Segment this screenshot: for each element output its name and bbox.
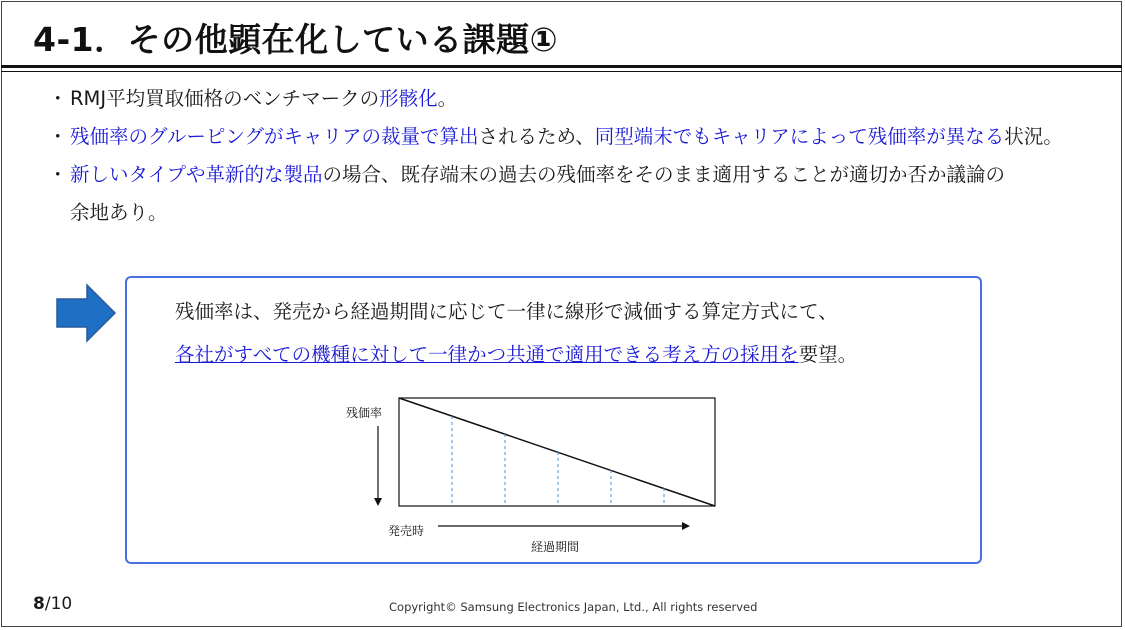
bullet-item (48, 118, 1108, 156)
page-number (33, 594, 72, 614)
y-axis-label: 残価率 (346, 406, 383, 420)
depreciation-line (399, 398, 715, 506)
bullet-text: されるため、 (478, 125, 595, 148)
bullet-continuation-text: 余地あり。 (70, 201, 168, 224)
bullet-text: RMJ平均買取価格のベンチマークの (70, 87, 380, 110)
x-axis-label: 経過期間 (531, 540, 580, 554)
page-total: /10 (44, 594, 73, 614)
bullet-continuation (48, 194, 1108, 232)
slide-title: 4-1．その他顕在化している課題① (33, 20, 559, 59)
bullet-item (48, 80, 1108, 118)
copyright-notice: Copyright© Samsung Electronics Japan, Ltd., All rights reserved (389, 600, 758, 614)
title-underline-thin (1, 71, 1122, 72)
bullet-list (48, 80, 1108, 232)
proposal-text-line1: 残価率は、発売から経過期間に応じて一律に線形で減価する算定方式にて、 (175, 300, 838, 323)
x-axis-start-label: 発売時 (388, 524, 425, 538)
bullet-highlight: 新しいタイプや革新的な製品 (70, 163, 323, 186)
proposal-text-line2 (175, 339, 857, 367)
title-underline-thick (1, 65, 1122, 68)
bullet-dot: ・ (48, 125, 68, 148)
bullet-text: 状況。 (1004, 125, 1063, 148)
x-axis-arrow-head (682, 522, 690, 530)
bullet-text: 。 (437, 87, 458, 110)
bullet-highlight: 形骸化 (379, 87, 438, 110)
right-arrow-icon (55, 283, 117, 343)
bullet-dot: ・ (48, 87, 68, 110)
depreciation-diagram (330, 392, 730, 562)
bullet-dot: ・ (48, 163, 68, 186)
bullet-highlight: 同型端末でもキャリアによって残価率が異なる (594, 125, 1005, 148)
bullet-item (48, 156, 1108, 194)
y-axis-arrow-head (374, 498, 382, 506)
proposal-highlight: 各社がすべての機種に対して一律かつ共通で適用できる考え方の採用を (175, 343, 799, 366)
page-current: 8 (33, 594, 45, 614)
bullet-highlight: 残価率のグルーピングがキャリアの裁量で算出 (70, 125, 479, 148)
proposal-tail: 要望。 (798, 343, 858, 366)
bullet-text: の場合、既存端末の過去の残価率をそのまま適用することが適切か否か議論の (322, 163, 1006, 186)
